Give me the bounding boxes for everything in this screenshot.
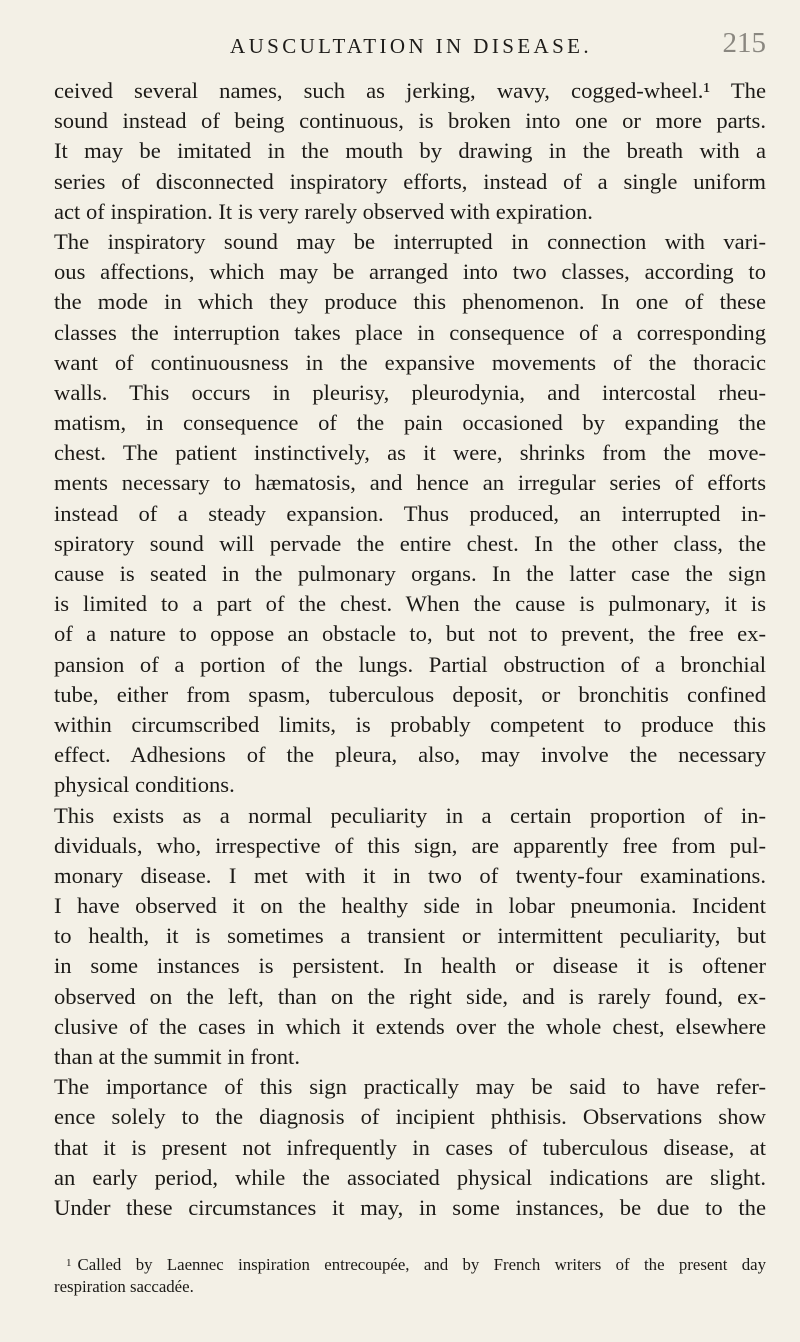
footnote-line: respiration saccadée. [54,1277,194,1296]
text-line: walls. This occurs in pleurisy, pleurodynia, and intercostal rheu- [54,379,766,405]
text-line: Under these circumstances it may, in some instances, be due to the [54,1194,766,1220]
text-line: This exists as a normal peculiarity in a certain proportion of in- [54,802,766,828]
footnote-line [54,1252,766,1275]
text-line: ous affections, which may be arranged into two classes, according to [54,259,766,285]
text-line: cause is seated in the pulmonary organs. In the latter case the sign [54,561,766,586]
text-line: The inspiratory sound may be interrupted in connection with vari- [54,228,766,254]
text-line: is limited to a part of the chest. When the cause is pulmonary, it is [54,591,766,617]
text-line: in some instances is persistent. In health or disease it is oftener [54,953,766,979]
running-title: AUSCULTATION IN DISEASE. [230,34,593,58]
text-line: instead of a steady expansion. Thus produced, an interrupted in- [54,500,766,526]
text-line: ence solely to the diagnosis of incipient phthisis. Observations show [54,1104,766,1130]
text-line: The importance of this sign practically may be said to have refer- [54,1074,766,1100]
text-line: ceived several names, such as jerking, wavy, cogged-wheel.¹ The [54,78,766,103]
text-line: effect. Adhesions of the pleura, also, may involve the necessary [54,742,766,768]
text-line: ments necessary to hæmatosis, and hence an irregular series of efforts [54,470,766,496]
text-line: matism, in consequence of the pain occasioned by expanding the [54,410,766,436]
text-line: dividuals, who, irrespective of this sign, are apparently free from pul- [54,832,766,858]
text-line: act of inspiration. It is very rarely observed with expiration. [54,198,593,224]
text-line: It may be imitated in the mouth by drawing in the breath with a [54,138,766,164]
text-line: sound instead of being continuous, is broken into one or more parts. [54,108,766,134]
text-line: pansion of a portion of the lungs. Partial obstruction of a bronchial [54,651,766,677]
text-line: within circumscribed limits, is probably competent to produce this [54,711,766,737]
text-line: series of disconnected inspiratory efforts, instead of a single uniform [54,168,766,194]
text-line: an early period, while the associated physical indications are slight. [54,1164,766,1190]
text-line: spiratory sound will pervade the entire chest. In the other class, the [54,530,766,556]
text-line: the mode in which they produce this phenomenon. In one of these [54,289,766,315]
text-line: observed on the left, than on the right side, and is rarely found, ex- [54,983,766,1009]
footnote-text: Called by Laennec inspiration entrecoupée, and by French writers of the present day [77,1255,766,1274]
text-line: classes the interruption takes place in consequence of a corresponding [54,319,766,345]
text-line: physical conditions. [54,772,235,798]
text-line: clusive of the cases in which it extends over the whole chest, elsewhere [54,1013,766,1039]
text-line: want of continuousness in the expansive movements of the thoracic [54,349,766,375]
text-line: monary disease. I met with it in two of twenty-four examinations. [54,862,766,888]
text-line: of a nature to oppose an obstacle to, but not to prevent, the free ex- [54,621,766,647]
page-number: 215 [722,27,766,59]
text-line: tube, either from spasm, tuberculous deposit, or bronchitis confined [54,681,766,707]
running-head [54,26,766,62]
body-text [54,76,766,1223]
text-line: than at the summit in front. [54,1044,300,1069]
text-line: to health, it is sometimes a transient or intermittent peculiarity, but [54,923,766,949]
footnote-marker: 1 [66,1257,72,1269]
text-line: I have observed it on the healthy side in lobar pneumonia. Incident [54,893,766,919]
text-line: chest. The patient instinctively, as it were, shrinks from the move- [54,440,766,466]
text-line: that it is present not infrequently in cases of tuberculous disease, at [54,1134,766,1160]
footnote [54,1252,766,1298]
